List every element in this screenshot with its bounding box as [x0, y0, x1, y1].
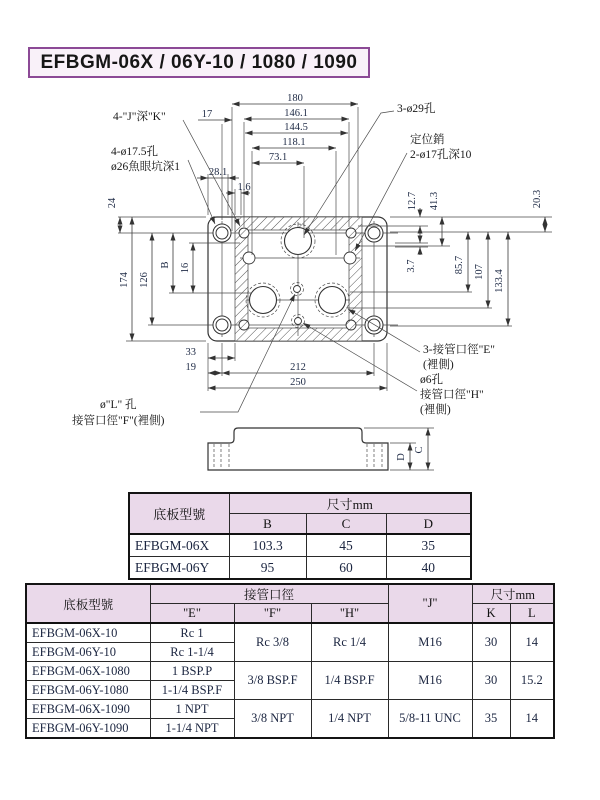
- dim-19: 19: [185, 362, 196, 373]
- t2-e-cell: Rc 1: [150, 623, 234, 643]
- callout-j-holes: 4-"J"深"K": [113, 111, 166, 123]
- dim-B: B: [160, 261, 171, 269]
- t2-sub-k: K: [472, 604, 510, 624]
- callout-port-f-2: 接管口徑"F"(裡側): [72, 415, 165, 427]
- callout-port-f-1: ø"L" 孔: [100, 399, 137, 411]
- t2-f-cell: 3/8 BSP.F: [234, 662, 311, 700]
- callout-port-e-1: 3-接管口徑"E": [423, 344, 495, 356]
- t2-col-size: 尺寸mm: [472, 584, 554, 604]
- t2-sub-e: "E": [150, 604, 234, 624]
- dim-212: 212: [290, 362, 306, 373]
- t1-sub-d: D: [386, 514, 471, 535]
- t1-sub-b: B: [229, 514, 306, 535]
- t2-k-cell: 30: [472, 623, 510, 662]
- dim-144-5: 144.5: [284, 122, 308, 133]
- t1-col-size: 尺寸mm: [229, 493, 471, 514]
- table-row: [129, 534, 471, 557]
- t1-b-cell: 95: [229, 557, 306, 580]
- callout-big-holes: 3-ø29孔: [397, 103, 436, 115]
- side-view-hole-lines: [214, 444, 382, 469]
- t2-e-cell: 1-1/4 NPT: [150, 719, 234, 739]
- t2-model-cell: EFBGM-06X-1090: [26, 700, 150, 719]
- table-row: [26, 700, 554, 719]
- t2-e-cell: 1 BSP.P: [150, 662, 234, 681]
- t2-sub-f: "F": [234, 604, 311, 624]
- plan-view: [208, 217, 398, 341]
- t2-sub-h: "H": [311, 604, 388, 624]
- bolt-hole-bottomright: [365, 316, 383, 334]
- callout-port-h-1: ø6孔: [420, 374, 443, 386]
- t2-l-cell: 14: [510, 623, 554, 662]
- t2-k-cell: 35: [472, 700, 510, 739]
- side-view-outline: [208, 428, 388, 470]
- callout-dowel-2: 2-ø17孔深10: [410, 149, 472, 161]
- t2-f-cell: Rc 3/8: [234, 623, 311, 662]
- port-size-table: [25, 583, 555, 739]
- dim-85-7: 85.7: [454, 255, 465, 275]
- dowel-hole-right: [344, 252, 356, 264]
- dim-C: C: [414, 446, 425, 454]
- dim-126: 126: [139, 272, 150, 288]
- t2-l-cell: 14: [510, 700, 554, 739]
- t1-col-model: 底板型號: [129, 493, 229, 534]
- dim-33: 33: [185, 347, 196, 358]
- dim-133-4: 133.4: [494, 269, 505, 293]
- dim-24: 24: [107, 197, 118, 209]
- dim-250: 250: [290, 377, 306, 388]
- t1-d-cell: 35: [386, 534, 471, 557]
- t2-h-cell: 1/4 BSP.F: [311, 662, 388, 700]
- dim-118-1: 118.1: [282, 137, 306, 148]
- t1-model-cell: EFBGM-06Y: [129, 557, 229, 580]
- callout-port-h-3: (裡側): [420, 404, 451, 416]
- dim-17: 17: [201, 109, 213, 120]
- t1-sub-c: C: [306, 514, 386, 535]
- t2-j-cell: M16: [388, 623, 472, 662]
- t1-b-cell: 103.3: [229, 534, 306, 557]
- dim-D: D: [396, 453, 407, 461]
- t2-col-model: 底板型號: [26, 584, 150, 623]
- t2-j-cell: 5/8-11 UNC: [388, 700, 472, 739]
- dim-73-1: 73.1: [268, 152, 288, 163]
- table-row: [26, 662, 554, 681]
- dim-12-7: 12.7: [407, 191, 418, 211]
- t2-model-cell: EFBGM-06Y-1090: [26, 719, 150, 739]
- t2-col-ports: 接管口徑: [150, 584, 388, 604]
- callout-cbore-2: ø26魚眼坑深1: [111, 161, 180, 173]
- callout-port-h-2: 接管口徑"H": [420, 389, 484, 401]
- side-view: [208, 428, 434, 470]
- dim-16: 16: [180, 262, 191, 274]
- t1-d-cell: 40: [386, 557, 471, 580]
- t1-model-cell: EFBGM-06X: [129, 534, 229, 557]
- t2-model-cell: EFBGM-06X-1080: [26, 662, 150, 681]
- dim-41-3: 41.3: [429, 191, 440, 211]
- t2-k-cell: 30: [472, 662, 510, 700]
- dimension-table-bcd: [128, 492, 472, 580]
- dim-107: 107: [474, 264, 485, 280]
- dim-180: 180: [287, 93, 303, 104]
- table-row: [129, 557, 471, 580]
- dim-174: 174: [119, 272, 130, 288]
- t1-c-cell: 45: [306, 534, 386, 557]
- table-row: [26, 623, 554, 643]
- t2-model-cell: EFBGM-06Y-1080: [26, 681, 150, 700]
- dim-3-7: 3.7: [406, 259, 417, 273]
- t2-model-cell: EFBGM-06X-10: [26, 623, 150, 643]
- t2-e-cell: Rc 1-1/4: [150, 643, 234, 662]
- t2-col-j: "J": [388, 584, 472, 623]
- t2-h-cell: Rc 1/4: [311, 623, 388, 662]
- t2-model-cell: EFBGM-06Y-10: [26, 643, 150, 662]
- t2-h-cell: 1/4 NPT: [311, 700, 388, 739]
- t1-c-cell: 60: [306, 557, 386, 580]
- bolt-hole-topleft: [213, 224, 231, 242]
- callout-dowel-1: 定位銷: [410, 134, 445, 146]
- dim-20-3: 20.3: [532, 189, 543, 209]
- t2-f-cell: 3/8 NPT: [234, 700, 311, 739]
- t2-e-cell: 1-1/4 BSP.F: [150, 681, 234, 700]
- callout-cbore-1: 4-ø17.5孔: [111, 146, 158, 158]
- page-title-text: EFBGM-06X / 06Y-10 / 1080 / 1090: [40, 51, 358, 73]
- t2-e-cell: 1 NPT: [150, 700, 234, 719]
- dim-146-1: 146.1: [284, 108, 308, 119]
- bolt-hole-bottomleft: [213, 316, 231, 334]
- dowel-hole-left: [243, 252, 255, 264]
- dim-1-6: 1.6: [237, 182, 251, 193]
- callout-port-e-2: (裡側): [423, 359, 454, 371]
- dim-28-1: 28.1: [208, 167, 228, 178]
- t2-l-cell: 15.2: [510, 662, 554, 700]
- t2-sub-l: L: [510, 604, 554, 624]
- t2-j-cell: M16: [388, 662, 472, 700]
